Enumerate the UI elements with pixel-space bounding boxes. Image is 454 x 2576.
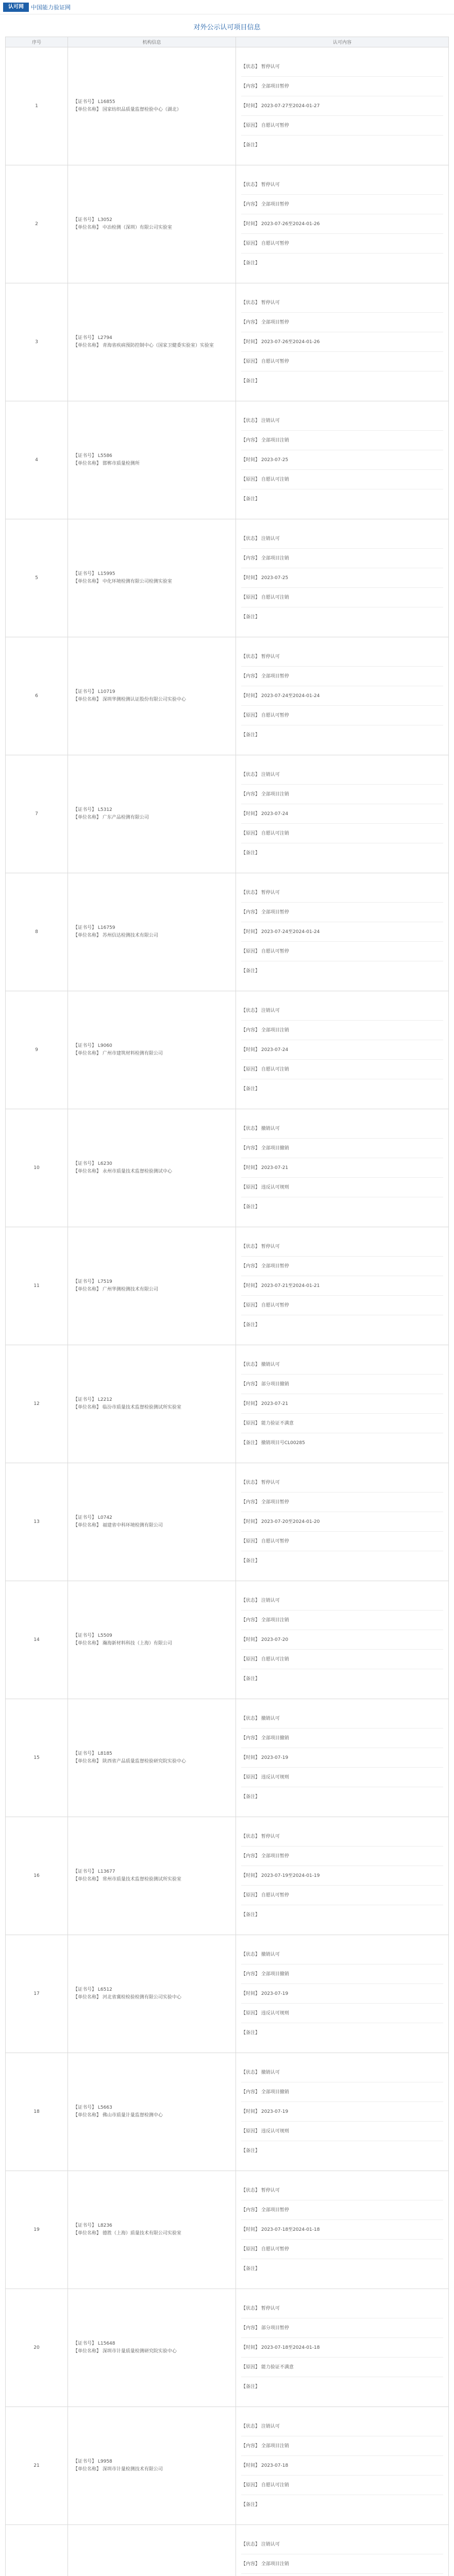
detail-note: 【备注】 bbox=[241, 1323, 260, 1328]
detail-reason: 【原因】 自愿认可注销 bbox=[241, 1060, 443, 1079]
row-index: 13 bbox=[6, 1463, 68, 1581]
detail-status: 【状态】 暂停认可 bbox=[241, 175, 443, 195]
detail-status: 【状态】 撤销认可 bbox=[241, 1119, 443, 1139]
detail-reason: 【原因】 自愿认可暂停 bbox=[241, 234, 443, 253]
detail-period bbox=[241, 2574, 443, 2576]
detail-scope: 【内容】 全部项目注销 bbox=[241, 2436, 443, 2456]
org-info bbox=[68, 47, 236, 165]
detail-note: 【备注】 bbox=[241, 379, 260, 384]
certificate-number: 【证书号】 L3052 bbox=[73, 217, 112, 223]
accreditation-table bbox=[5, 37, 449, 2576]
certificate-number: 【证书号】 L10719 bbox=[73, 689, 115, 694]
detail-period: 【时间】 2023-07-24至2024-01-24 bbox=[241, 922, 443, 942]
accreditation-details bbox=[236, 873, 449, 991]
accreditation-details bbox=[236, 1463, 449, 1581]
table-row bbox=[6, 283, 449, 401]
detail-reason: 【原因】 自愿认可暂停 bbox=[241, 706, 443, 725]
detail-status: 【状态】 撤销认可 bbox=[241, 1355, 443, 1375]
detail-note: 【备注】 bbox=[241, 733, 260, 738]
detail-scope: 【内容】 全部项目暂停 bbox=[241, 1846, 443, 1866]
detail-scope: 【内容】 全部项目注销 bbox=[241, 1021, 443, 1040]
table-row bbox=[6, 47, 449, 165]
detail-scope: 【内容】 全部项目暂停 bbox=[241, 313, 443, 332]
detail-reason: 【原因】 自愿认可暂停 bbox=[241, 2240, 443, 2259]
detail-period: 【时间】 2023-07-20 bbox=[241, 1630, 443, 1650]
detail-reason: 【原因】 自愿认可暂停 bbox=[241, 352, 443, 371]
org-name: 【单位名称】 临汾市质量技术监督检验测试所实验室 bbox=[73, 1405, 181, 1410]
org-info bbox=[68, 2053, 236, 2171]
row-index: 19 bbox=[6, 2171, 68, 2289]
org-name: 【单位名称】 深圳市计量检测技术有限公司 bbox=[73, 2467, 163, 2472]
org-name: 【单位名称】 佛山市质量计量监督检测中心 bbox=[73, 2113, 163, 2118]
detail-scope: 【内容】 全部项目撤销 bbox=[241, 1728, 443, 1748]
certificate-number: 【证书号】 L5509 bbox=[73, 1633, 112, 1638]
table-row bbox=[6, 1463, 449, 1581]
detail-reason: 【原因】 自愿认可暂停 bbox=[241, 1886, 443, 1905]
detail-note: 【备注】 bbox=[241, 615, 260, 620]
certificate-number: 【证书号】 L15995 bbox=[73, 571, 115, 577]
detail-reason: 【原因】 自愿认可注销 bbox=[241, 1650, 443, 1669]
detail-note: 【备注】 bbox=[241, 969, 260, 974]
row-index: 10 bbox=[6, 1109, 68, 1227]
detail-status: 【状态】 暂停认可 bbox=[241, 293, 443, 313]
org-name: 【单位名称】 广州华测检测技术有限公司 bbox=[73, 1287, 158, 1292]
row-index: 8 bbox=[6, 873, 68, 991]
org-name: 【单位名称】 常州市质量技术监督检验测试所实验室 bbox=[73, 1877, 181, 1882]
org-name: 【单位名称】 福建省中科环境检测有限公司 bbox=[73, 1523, 163, 1528]
row-index: 12 bbox=[6, 1345, 68, 1463]
org-name: 【单位名称】 深圳华测检测认证股份有限公司实验中心 bbox=[73, 697, 186, 702]
detail-period: 【时间】 2023-07-27至2024-01-27 bbox=[241, 96, 443, 116]
detail-note: 【备注】 bbox=[241, 1912, 260, 1918]
detail-period: 【时间】 2023-07-21至2024-01-21 bbox=[241, 1276, 443, 1296]
detail-reason: 【原因】 自愿认可暂停 bbox=[241, 1532, 443, 1551]
certificate-number: 【证书号】 L9958 bbox=[73, 2459, 112, 2464]
detail-period: 【时间】 2023-07-18至2024-01-18 bbox=[241, 2338, 443, 2358]
detail-period: 【时间】 2023-07-24至2024-01-24 bbox=[241, 686, 443, 706]
row-index: 15 bbox=[6, 1699, 68, 1817]
detail-note: 【备注】 撤销项目号CL00285 bbox=[241, 1440, 305, 1446]
detail-period: 【时间】 2023-07-25 bbox=[241, 450, 443, 470]
detail-period: 【时间】 2023-07-19至2024-01-19 bbox=[241, 1866, 443, 1886]
detail-period: 【时间】 2023-07-19 bbox=[241, 2102, 443, 2122]
certificate-number: 【证书号】 L6230 bbox=[73, 1161, 112, 1166]
detail-note: 【备注】 bbox=[241, 1087, 260, 1092]
accreditation-details bbox=[236, 1699, 449, 1817]
detail-reason: 【原因】 自愿认可注销 bbox=[241, 588, 443, 607]
detail-status: 【状态】 暂停认可 bbox=[241, 1473, 443, 1493]
detail-scope: 【内容】 全部项目注销 bbox=[241, 431, 443, 450]
table-row bbox=[6, 2407, 449, 2525]
org-info bbox=[68, 1463, 236, 1581]
row-index: 14 bbox=[6, 1581, 68, 1699]
certificate-number: 【证书号】 L6512 bbox=[73, 1987, 112, 1992]
detail-note: 【备注】 bbox=[241, 1794, 260, 1800]
detail-scope: 【内容】 全部项目暂停 bbox=[241, 903, 443, 922]
org-name: 【单位名称】 河北省冀检检验检测有限公司实验中心 bbox=[73, 1995, 181, 2000]
table-row bbox=[6, 2171, 449, 2289]
accreditation-details bbox=[236, 47, 449, 165]
org-info bbox=[68, 2407, 236, 2525]
detail-scope: 【内容】 部分项目撤销 bbox=[241, 1375, 443, 1394]
detail-period: 【时间】 2023-07-18至2024-01-18 bbox=[241, 2220, 443, 2240]
table-row bbox=[6, 755, 449, 873]
detail-scope: 【内容】 全部项目撤销 bbox=[241, 1139, 443, 1158]
detail-status: 【状态】 注销认可 bbox=[241, 1001, 443, 1021]
certificate-number: 【证书号】 L8185 bbox=[73, 1751, 112, 1756]
org-info bbox=[68, 1935, 236, 2053]
detail-note: 【备注】 bbox=[241, 2030, 260, 2036]
certificate-number: 【证书号】 L5586 bbox=[73, 453, 112, 459]
table-row bbox=[6, 991, 449, 1109]
org-info bbox=[68, 165, 236, 283]
detail-reason: 【原因】 自愿认可注销 bbox=[241, 470, 443, 489]
accreditation-details bbox=[236, 637, 449, 755]
org-name: 【单位名称】 深圳市计量质量检测研究院实验中心 bbox=[73, 2349, 177, 2354]
detail-reason: 【原因】 自愿认可注销 bbox=[241, 824, 443, 843]
detail-note: 【备注】 bbox=[241, 1558, 260, 1564]
org-name: 【单位名称】 德胜（上海）质量技术有限公司实验室 bbox=[73, 2231, 181, 2236]
certificate-number: 【证书号】 L7519 bbox=[73, 1279, 112, 1284]
detail-status: 【状态】 撤销认可 bbox=[241, 1709, 443, 1728]
detail-status: 【状态】 暂停认可 bbox=[241, 57, 443, 77]
certificate-number: 【证书号】 L5312 bbox=[73, 807, 112, 812]
detail-reason: 【原因】 自愿认可注销 bbox=[241, 2476, 443, 2495]
detail-period: 【时间】 2023-07-18 bbox=[241, 2456, 443, 2476]
org-info bbox=[68, 2525, 236, 2576]
org-name: 【单位名称】 中化环境检测有限公司检测实验室 bbox=[73, 579, 172, 584]
accreditation-details bbox=[236, 2171, 449, 2289]
org-info bbox=[68, 1345, 236, 1463]
column-header-org: 机构信息 bbox=[68, 37, 236, 47]
detail-status: 【状态】 暂停认可 bbox=[241, 1827, 443, 1846]
accreditation-details bbox=[236, 519, 449, 637]
detail-status: 【状态】 注销认可 bbox=[241, 411, 443, 431]
detail-status: 【状态】 注销认可 bbox=[241, 529, 443, 549]
page-title: 对外公示认可项目信息 bbox=[193, 24, 261, 31]
detail-scope: 【内容】 全部项目暂停 bbox=[241, 1493, 443, 1512]
detail-scope: 【内容】 全部项目注销 bbox=[241, 2554, 443, 2574]
table-row bbox=[6, 1109, 449, 1227]
detail-period: 【时间】 2023-07-21 bbox=[241, 1394, 443, 1414]
detail-status: 【状态】 注销认可 bbox=[241, 2535, 443, 2554]
certificate-number: 【证书号】 L9060 bbox=[73, 1043, 112, 1048]
detail-period: 【时间】 2023-07-19 bbox=[241, 1748, 443, 1768]
detail-status: 【状态】 撤销认可 bbox=[241, 1945, 443, 1964]
org-info bbox=[68, 519, 236, 637]
detail-note: 【备注】 bbox=[241, 1676, 260, 1682]
org-info bbox=[68, 283, 236, 401]
row-index: 9 bbox=[6, 991, 68, 1109]
column-header-content: 认可内容 bbox=[236, 37, 449, 47]
detail-scope: 【内容】 部分项目暂停 bbox=[241, 2318, 443, 2338]
detail-period: 【时间】 2023-07-26至2024-01-26 bbox=[241, 332, 443, 352]
org-info bbox=[68, 1227, 236, 1345]
accreditation-details bbox=[236, 2407, 449, 2525]
detail-reason: 【原因】 违反认可规则 bbox=[241, 1768, 443, 1787]
org-info bbox=[68, 873, 236, 991]
org-name: 【单位名称】 广州市建筑材料检测有限公司 bbox=[73, 1051, 163, 1056]
org-name: 【单位名称】 陕西省产品质量监督检验研究院实验中心 bbox=[73, 1759, 186, 1764]
detail-note: 【备注】 bbox=[241, 2148, 260, 2154]
detail-note: 【备注】 bbox=[241, 2502, 260, 2507]
org-name: 【单位名称】 瀚海新材料科技（上海）有限公司 bbox=[73, 1641, 172, 1646]
detail-reason: 【原因】 违反认可规则 bbox=[241, 2122, 443, 2141]
detail-status: 【状态】 撤销认可 bbox=[241, 2063, 443, 2082]
detail-reason: 【原因】 能力验证不满意 bbox=[241, 1414, 443, 1433]
row-index: 5 bbox=[6, 519, 68, 637]
detail-scope: 【内容】 全部项目注销 bbox=[241, 785, 443, 804]
table-row bbox=[6, 519, 449, 637]
table-row bbox=[6, 2053, 449, 2171]
table-row bbox=[6, 1227, 449, 1345]
accreditation-details bbox=[236, 991, 449, 1109]
row-index: 7 bbox=[6, 755, 68, 873]
row-index: 4 bbox=[6, 401, 68, 519]
accreditation-details bbox=[236, 755, 449, 873]
detail-scope: 【内容】 全部项目撤销 bbox=[241, 1964, 443, 1984]
detail-status: 【状态】 暂停认可 bbox=[241, 2299, 443, 2318]
accreditation-details bbox=[236, 1345, 449, 1463]
accreditation-details bbox=[236, 1817, 449, 1935]
table-row bbox=[6, 2525, 449, 2576]
detail-period: 【时间】 2023-07-24 bbox=[241, 1040, 443, 1060]
table-row bbox=[6, 1581, 449, 1699]
detail-reason: 【原因】 能力验证不满意 bbox=[241, 2358, 443, 2377]
certificate-number: 【证书号】 L16855 bbox=[73, 99, 115, 105]
certificate-number: 【证书号】 L0742 bbox=[73, 1515, 112, 1520]
row-index: 18 bbox=[6, 2053, 68, 2171]
detail-reason: 【原因】 自愿认可暂停 bbox=[241, 116, 443, 135]
table-row bbox=[6, 165, 449, 283]
table-row bbox=[6, 401, 449, 519]
org-info bbox=[68, 637, 236, 755]
table-header-row bbox=[6, 37, 449, 47]
certificate-number: 【证书号】 L2794 bbox=[73, 335, 112, 341]
org-name: 【单位名称】 青海省疾病预防控制中心（国家卫健委实验室）实验室 bbox=[73, 343, 214, 348]
column-header-index: 序号 bbox=[6, 37, 68, 47]
detail-note: 【备注】 bbox=[241, 2266, 260, 2272]
certificate-number: 【证书号】 L15648 bbox=[73, 2341, 115, 2346]
table-row bbox=[6, 637, 449, 755]
detail-scope: 【内容】 全部项目暂停 bbox=[241, 667, 443, 686]
accreditation-details bbox=[236, 165, 449, 283]
detail-period: 【时间】 2023-07-20至2024-01-20 bbox=[241, 1512, 443, 1532]
table-body bbox=[6, 47, 449, 2576]
accreditation-details bbox=[236, 1109, 449, 1227]
detail-status: 【状态】 暂停认可 bbox=[241, 647, 443, 667]
detail-scope: 【内容】 全部项目撤销 bbox=[241, 2082, 443, 2102]
detail-scope: 【内容】 全部项目暂停 bbox=[241, 195, 443, 214]
certificate-number: 【证书号】 L5663 bbox=[73, 2105, 112, 2110]
row-index: 3 bbox=[6, 283, 68, 401]
row-index: 17 bbox=[6, 1935, 68, 2053]
detail-status: 【状态】 暂停认可 bbox=[241, 883, 443, 903]
row-index: 2 bbox=[6, 165, 68, 283]
detail-note: 【备注】 bbox=[241, 497, 260, 502]
detail-reason: 【原因】 违反认可规则 bbox=[241, 2004, 443, 2023]
org-info bbox=[68, 2289, 236, 2407]
org-name: 【单位名称】 苏州信达检测技术有限公司 bbox=[73, 933, 158, 938]
detail-note: 【备注】 bbox=[241, 2384, 260, 2389]
org-info bbox=[68, 1817, 236, 1935]
certificate-number: 【证书号】 L8236 bbox=[73, 2223, 112, 2228]
table-row bbox=[6, 1699, 449, 1817]
org-name: 【单位名称】 国家纺织品质量监督检验中心（湖北） bbox=[73, 107, 181, 112]
detail-note: 【备注】 bbox=[241, 851, 260, 856]
accreditation-details bbox=[236, 2525, 449, 2576]
detail-scope: 【内容】 全部项目注销 bbox=[241, 1611, 443, 1630]
detail-period: 【时间】 2023-07-25 bbox=[241, 568, 443, 588]
top-bar bbox=[0, 0, 454, 14]
site-name: 中国能力验证网 bbox=[31, 4, 71, 11]
org-info bbox=[68, 991, 236, 1109]
org-info bbox=[68, 2171, 236, 2289]
org-name: 【单位名称】 广东产品检测有限公司 bbox=[73, 815, 149, 820]
org-name: 【单位名称】 邯郸市质量检测所 bbox=[73, 461, 140, 466]
table-row bbox=[6, 2289, 449, 2407]
certificate-number: 【证书号】 L13677 bbox=[73, 1869, 115, 1874]
detail-note: 【备注】 bbox=[241, 261, 260, 266]
detail-reason: 【原因】 违反认可规则 bbox=[241, 1178, 443, 1197]
org-info bbox=[68, 1109, 236, 1227]
org-info bbox=[68, 755, 236, 873]
site-logo[interactable]: 认可网 bbox=[3, 3, 29, 12]
detail-status: 【状态】 注销认可 bbox=[241, 765, 443, 785]
detail-reason: 【原因】 自愿认可暂停 bbox=[241, 942, 443, 961]
row-index: 6 bbox=[6, 637, 68, 755]
accreditation-details bbox=[236, 401, 449, 519]
detail-scope: 【内容】 全部项目注销 bbox=[241, 549, 443, 568]
certificate-number: 【证书号】 L16759 bbox=[73, 925, 115, 930]
row-index: 21 bbox=[6, 2407, 68, 2525]
detail-status: 【状态】 暂停认可 bbox=[241, 1237, 443, 1257]
table-row bbox=[6, 1817, 449, 1935]
accreditation-details bbox=[236, 1227, 449, 1345]
accreditation-details bbox=[236, 283, 449, 401]
detail-scope: 【内容】 全部项目暂停 bbox=[241, 77, 443, 96]
accreditation-details bbox=[236, 1935, 449, 2053]
table-row bbox=[6, 873, 449, 991]
detail-period: 【时间】 2023-07-26至2024-01-26 bbox=[241, 214, 443, 234]
table-row bbox=[6, 1935, 449, 2053]
accreditation-details bbox=[236, 1581, 449, 1699]
org-info bbox=[68, 1699, 236, 1817]
detail-period: 【时间】 2023-07-21 bbox=[241, 1158, 443, 1178]
detail-status: 【状态】 注销认可 bbox=[241, 1591, 443, 1611]
org-info bbox=[68, 401, 236, 519]
certificate-number: 【证书号】 L2212 bbox=[73, 1397, 112, 1402]
table-row bbox=[6, 1345, 449, 1463]
accreditation-details bbox=[236, 2289, 449, 2407]
org-name: 【单位名称】 中冶检测（深圳）有限公司实验室 bbox=[73, 225, 172, 230]
detail-note: 【备注】 bbox=[241, 1205, 260, 1210]
row-index: 20 bbox=[6, 2289, 68, 2407]
row-index: 1 bbox=[6, 47, 68, 165]
detail-status: 【状态】 暂停认可 bbox=[241, 2181, 443, 2200]
detail-period: 【时间】 2023-07-19 bbox=[241, 1984, 443, 2004]
org-name: 【单位名称】 永州市质量技术监督检验测试中心 bbox=[73, 1169, 172, 1174]
detail-scope: 【内容】 全部项目暂停 bbox=[241, 2200, 443, 2220]
detail-note: 【备注】 bbox=[241, 143, 260, 148]
detail-status: 【状态】 注销认可 bbox=[241, 2417, 443, 2436]
row-index bbox=[6, 2525, 68, 2576]
detail-reason: 【原因】 自愿认可暂停 bbox=[241, 1296, 443, 1315]
org-info bbox=[68, 1581, 236, 1699]
detail-period: 【时间】 2023-07-24 bbox=[241, 804, 443, 824]
accreditation-details bbox=[236, 2053, 449, 2171]
row-index: 16 bbox=[6, 1817, 68, 1935]
detail-scope: 【内容】 全部项目暂停 bbox=[241, 1257, 443, 1276]
row-index: 11 bbox=[6, 1227, 68, 1345]
